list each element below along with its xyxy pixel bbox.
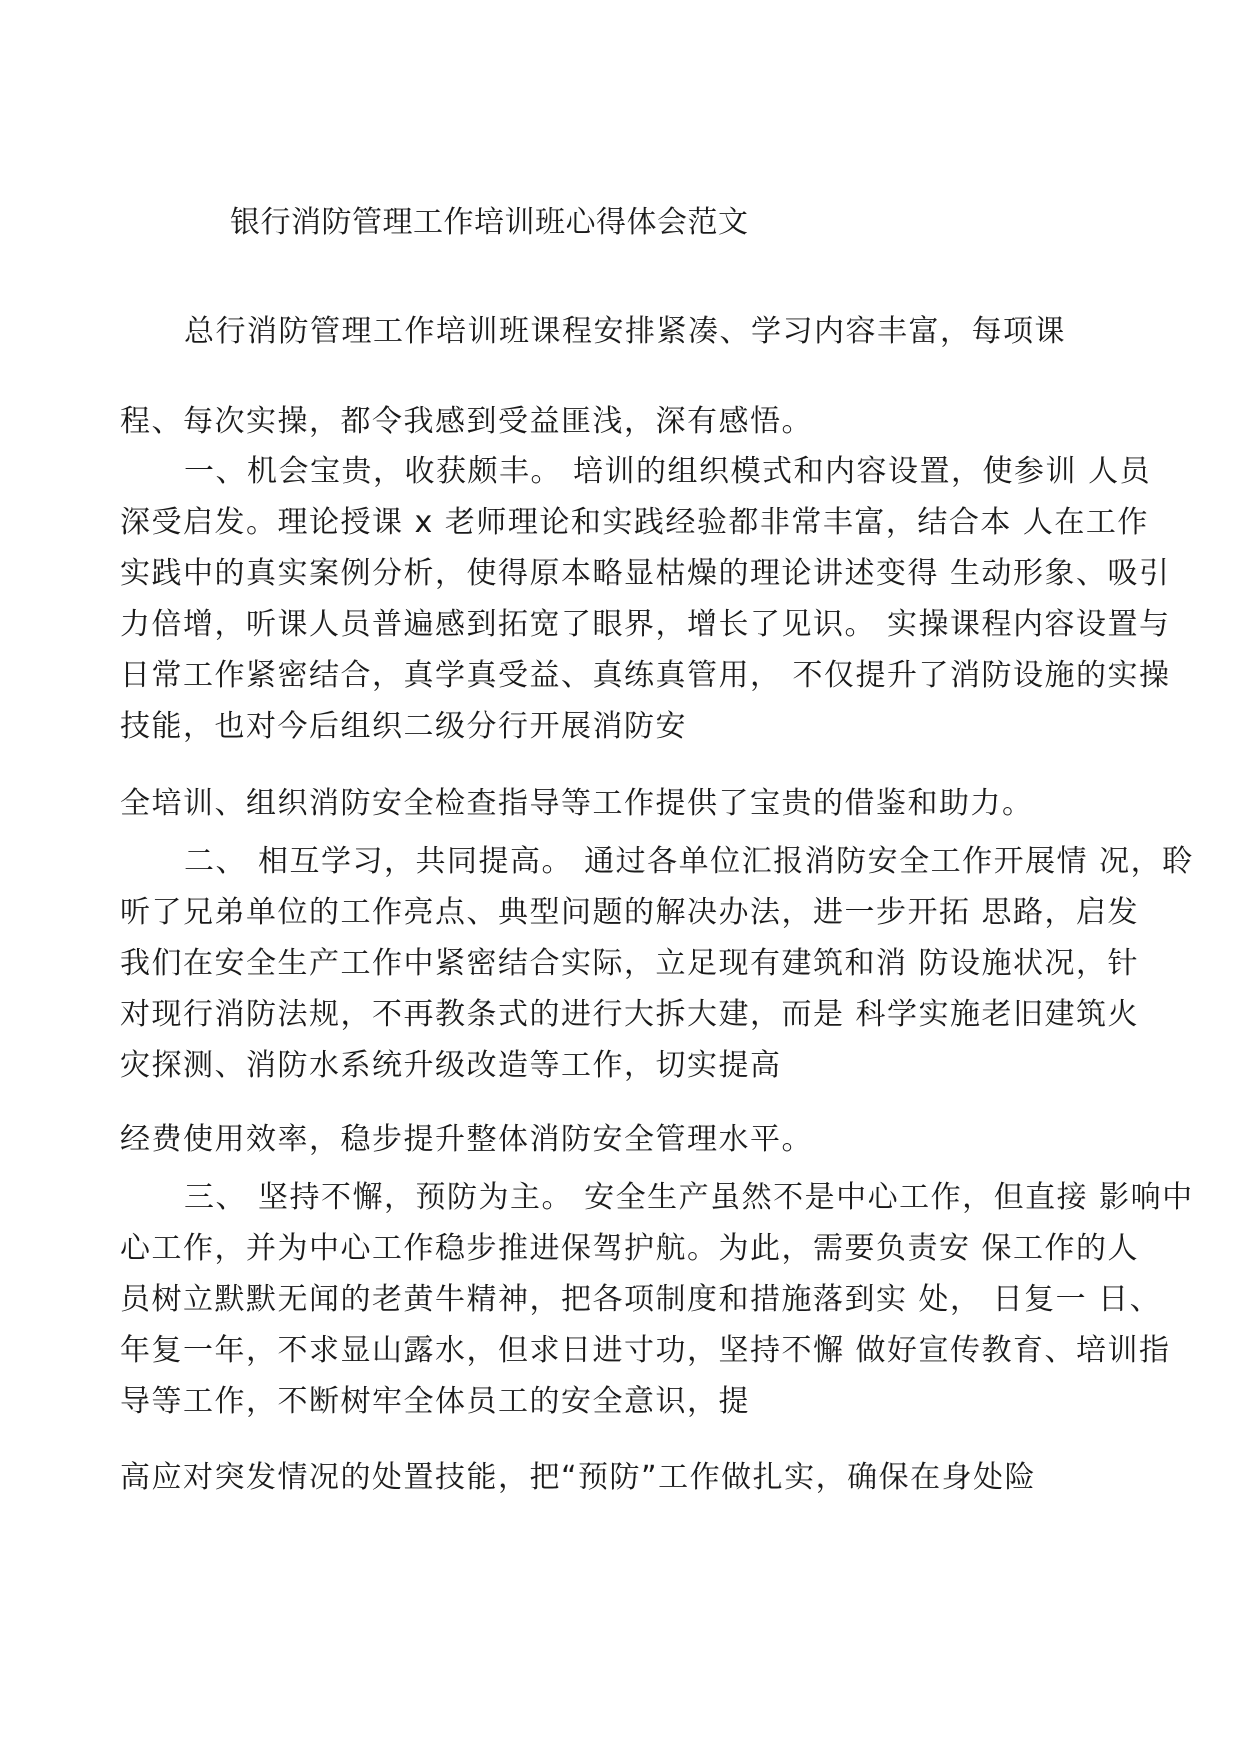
section2-line-6: 经费使用效率，稳步提升整体消防安全管理水平。 [120, 1122, 813, 1157]
section1-line-2: 深受启发。理论授课 x 老师理论和实践经验都非常丰富，结合本 人在工作 [120, 505, 1149, 540]
section1-line-6: 技能，也对今后组织二级分行开展消防安 [120, 709, 687, 744]
section1-line-7: 全培训、组织消防安全检查指导等工作提供了宝贵的借鉴和助力。 [120, 786, 1034, 821]
section2-line-1: 二、 相互学习，共同提高。 通过各单位汇报消防安全工作开展情 况，聆 [184, 844, 1194, 879]
document-title: 银行消防管理工作培训班心得体会范文 [230, 205, 749, 240]
section2-line-4: 对现行消防法规，不再教条式的进行大拆大建，而是 科学实施老旧建筑火 [120, 997, 1140, 1032]
section3-line-3: 员树立默默无闻的老黄牛精神，把各项制度和措施落到实 处， 日复一 日、 [120, 1282, 1162, 1317]
section3-line-5: 导等工作，不断树牢全体员工的安全意识，提 [120, 1384, 750, 1419]
section1-line-3: 实践中的真实案例分析，使得原本略显枯燥的理论讲述变得 生动形象、吸引 [120, 556, 1171, 591]
section1-line-4: 力倍增，听课人员普遍感到拓宽了眼界，增长了见识。 实操课程内容设置与 [120, 607, 1171, 642]
intro-line-2: 程、每次实操，都令我感到受益匪浅，深有感悟。 [120, 404, 813, 439]
section2-line-2: 听了兄弟单位的工作亮点、典型问题的解决办法，进一步开拓 思路，启发 [120, 895, 1140, 930]
section3-line-6: 高应对突发情况的处置技能，把“预防”工作做扎实，确保在身处险 [120, 1460, 1037, 1495]
section3-line-1: 三、 坚持不懈，预防为主。 安全生产虽然不是中心工作，但直接 影响中 [184, 1180, 1194, 1215]
section2-line-5: 灾探测、消防水系统升级改造等工作，切实提高 [120, 1048, 782, 1083]
section3-line-2: 心工作，并为中心工作稳步推进保驾护航。为此，需要负责安 保工作的人 [120, 1231, 1140, 1266]
intro-line-1: 总行消防管理工作培训班课程安排紧凑、学习内容丰富，每项课 [184, 314, 1066, 349]
section1-line-1: 一、机会宝贵，收获颇丰。 培训的组织模式和内容设置，使参训 人员 [184, 454, 1152, 489]
section3-line-4: 年复一年，不求显山露水，但求日进寸功，坚持不懈 做好宣传教育、培训指 [120, 1333, 1171, 1368]
section2-line-3: 我们在安全生产工作中紧密结合实际，立足现有建筑和消 防设施状况，针 [120, 946, 1140, 981]
section1-line-5: 日常工作紧密结合，真学真受益、真练真管用， 不仅提升了消防设施的实操 [120, 658, 1171, 693]
